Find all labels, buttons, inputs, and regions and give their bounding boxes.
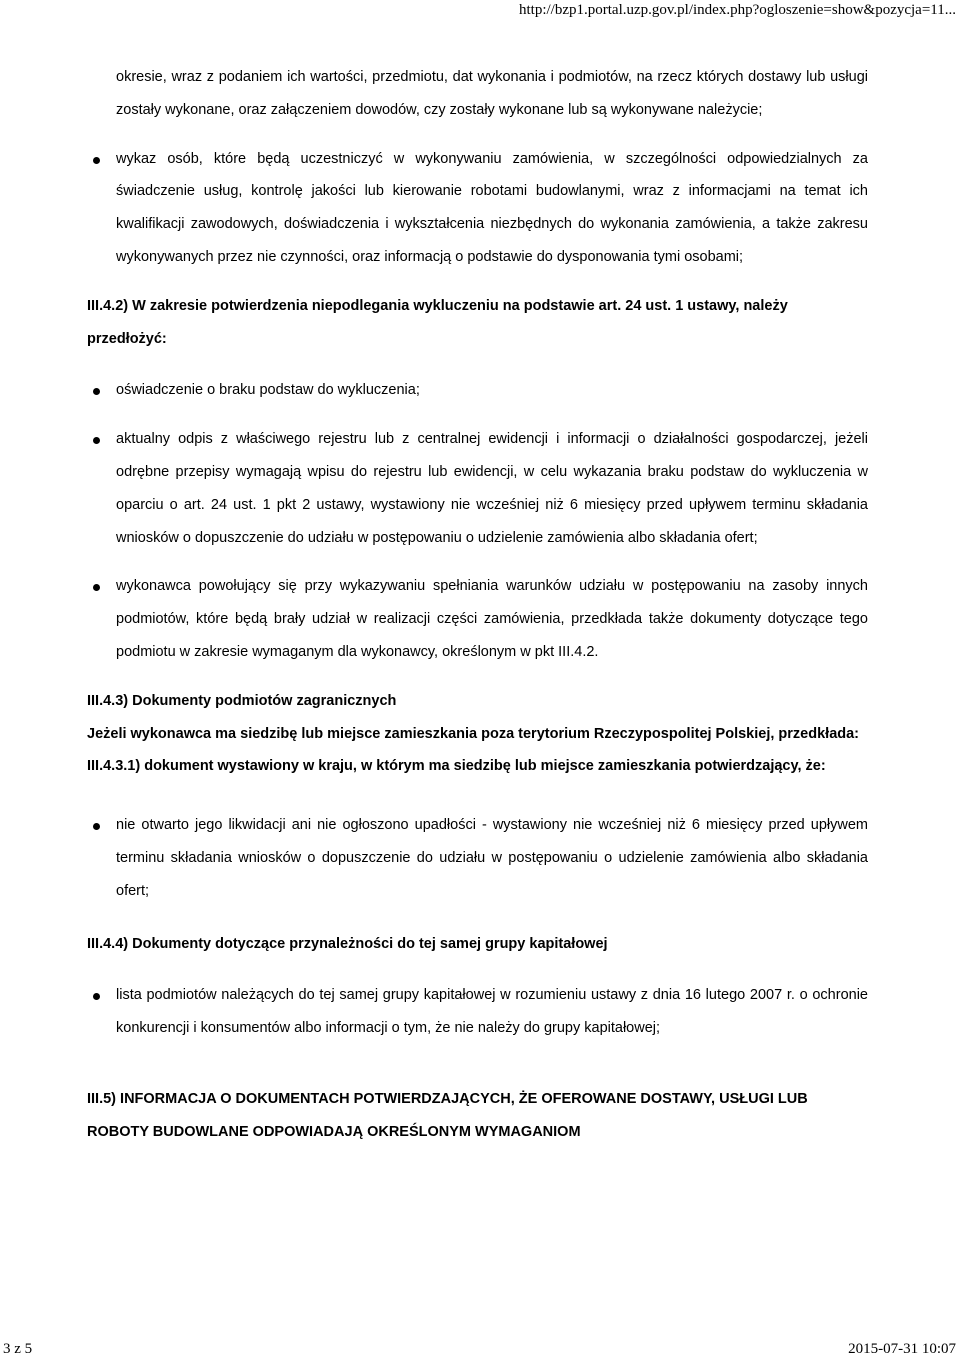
heading-iii-4-3-sub: Jeżeli wykonawca ma siedzibę lub miejsce zamieszkania poza terytorium Rzeczypospolitej Polskiej, przedkłada: bbox=[87, 725, 860, 742]
document-body bbox=[87, 61, 868, 1149]
heading-iii-5: III.5) INFORMACJA O DOKUMENTACH POTWIERDZAJĄCYCH, ŻE OFEROWANE DOSTAWY, USŁUGI LUB ROBOTY BUDOWLANE ODPOWIADAJĄ OKREŚLONYM WYMAGANIOM bbox=[87, 1090, 808, 1140]
heading-iii-4-3: III.4.3) Dokumenty podmiotów zagranicznych bbox=[87, 692, 397, 709]
heading-iii-4-4: III.4.4) Dokumenty dotyczące przynależności do tej samej grupy kapitałowej bbox=[87, 935, 608, 952]
list-item-group: lista podmiotów należących do tej samej grupy kapitałowej w rozumieniu ustawy z dnia 16 lutego 2007 r. o ochronie konkurencji i konsumentów albo informacji o tym, że nie należy do grupy kapitałowej; bbox=[87, 979, 868, 1045]
list-item-registry: aktualny odpis z właściwego rejestru lub z centralnej ewidencji i informacji o działalności gospodarczej, jeżeli odrębne przepisy wymagają wpisu do rejestru lub ewidencji, w celu wykazania braku podstaw do wykluczenia w oparciu o art. 24 ust. 1 pkt 2 ustawy, wystawiony nie wcześniej niż 6 miesięcy przed upływem terminu składania wniosków o dopuszczenie do udziału w postępowaniu o udzielenie zamówienia albo składania ofert; bbox=[87, 423, 868, 554]
page-url: http://bzp1.portal.uzp.gov.pl/index.php?ogloszenie=show&pozycja=11... bbox=[519, 2, 956, 18]
heading-iii-4-3-1: III.4.3.1) dokument wystawiony w kraju, w którym ma siedzibę lub miejsce zamieszkania potwierdzający, że: bbox=[87, 758, 826, 775]
list-item-persons: wykaz osób, które będą uczestniczyć w wykonywaniu zamówienia, w szczególności odpowiedzialnych za świadczenie usług, kontrolę jakości lub kierowanie robotami budowlanymi, wraz z informacjami na temat ich kwalifikacji zawodowych, doświadczenia i wykształcenia niezbędnych do wykonania zamówienia, a także zakresu wykonywanych przez nie czynności, oraz informacją o podstawie do dysponowania tymi osobami; bbox=[87, 143, 868, 274]
page-number: 3 z 5 bbox=[3, 1341, 33, 1357]
list-item-resources: wykonawca powołujący się przy wykazywaniu spełniania warunków udziału w postępowaniu na zasoby innych podmiotów, które będą brały udział w realizacji części zamówienia, przedkłada także dokumenty dotyczące tego podmiotu w zakresie wymaganym dla wykonawcy, określonym w pkt III.4.2. bbox=[87, 570, 868, 668]
list-item-statement: oświadczenie o braku podstaw do wykluczenia; bbox=[87, 374, 868, 407]
heading-iii-4-2: III.4.2) W zakresie potwierdzenia niepodlegania wykluczeniu na podstawie art. 24 ust. 1 ustawy, należy przedłożyć: bbox=[87, 297, 788, 347]
print-datetime: 2015-07-31 10:07 bbox=[848, 1341, 956, 1357]
continued-paragraph: okresie, wraz z podaniem ich wartości, przedmiotu, dat wykonania i podmiotów, na rzecz których dostawy lub usługi zostały wykonane, oraz załączeniem dowodów, czy zostały wykonane lub są wykonywane należycie; bbox=[116, 69, 868, 118]
list-item-liquidation: nie otwarto jego likwidacji ani nie ogłoszono upadłości - wystawiony nie wcześniej niż 6 miesięcy przed upływem terminu składania wniosków o dopuszczenie do udziału w postępowaniu o udzielenie zamówienia albo składania ofert; bbox=[87, 809, 868, 907]
